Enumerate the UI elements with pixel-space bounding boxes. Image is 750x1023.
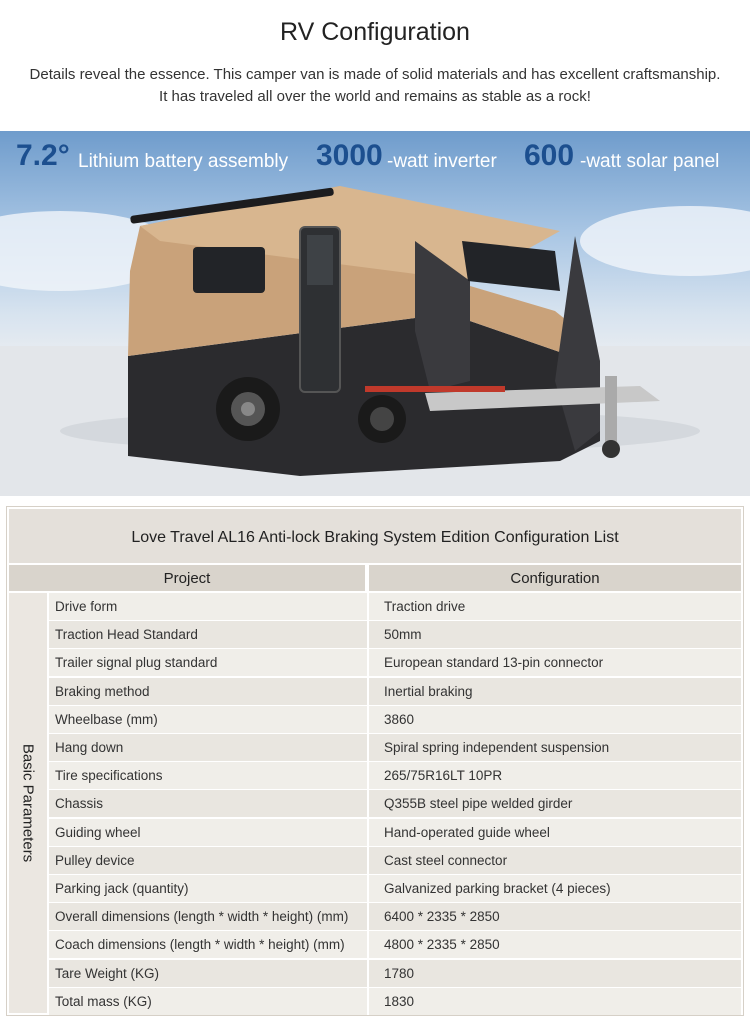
table-row	[49, 706, 741, 733]
project-cell: Hang down	[49, 734, 367, 761]
hero-banner	[0, 131, 750, 496]
configuration-cell: European standard 13-pin connector	[369, 649, 741, 676]
project-cell: Guiding wheel	[49, 819, 367, 846]
column-header-project: Project	[9, 565, 365, 591]
feature-battery-value: 7.2°	[16, 139, 70, 172]
description-line-1: Details reveal the essence. This camper van is made of solid materials and has excellent craftsmanship.	[29, 66, 721, 83]
table-row	[49, 621, 741, 648]
group-cell	[9, 593, 47, 1013]
configuration-cell: Inertial braking	[369, 678, 741, 705]
feature-highlights	[0, 139, 750, 183]
feature-solar-label: -watt solar panel	[580, 151, 720, 172]
configuration-cell: Traction drive	[369, 593, 741, 620]
project-cell: Overall dimensions (length * width * height) (mm)	[49, 903, 367, 930]
project-cell: Coach dimensions (length * width * height) (mm)	[49, 931, 367, 958]
page-title: RV Configuration	[280, 18, 470, 46]
feature-inverter-value: 3000	[316, 139, 383, 172]
page-description	[0, 64, 750, 108]
configuration-cell: 1830	[369, 988, 741, 1015]
project-cell: Tire specifications	[49, 762, 367, 789]
project-cell: Trailer signal plug standard	[49, 649, 367, 676]
table-title: Love Travel AL16 Anti-lock Braking System Edition Configuration List	[9, 509, 741, 563]
table-row	[49, 960, 741, 987]
project-cell: Chassis	[49, 790, 367, 817]
table-row	[49, 819, 741, 846]
configuration-cell: Spiral spring independent suspension	[369, 734, 741, 761]
table-row	[49, 903, 741, 930]
configuration-cell: 50mm	[369, 621, 741, 648]
project-cell: Wheelbase (mm)	[49, 706, 367, 733]
table-row	[49, 847, 741, 874]
table-row	[49, 875, 741, 902]
configuration-cell: 265/75R16LT 10PR	[369, 762, 741, 789]
page-header	[0, 0, 750, 130]
configuration-cell: 1780	[369, 960, 741, 987]
project-cell: Traction Head Standard	[49, 621, 367, 648]
project-cell: Total mass (KG)	[49, 988, 367, 1015]
trailer-illustration	[0, 131, 750, 496]
configuration-cell: 4800 * 2335 * 2850	[369, 931, 741, 958]
column-header-configuration: Configuration	[369, 565, 741, 591]
configuration-table	[6, 506, 744, 1016]
table-row	[49, 678, 741, 705]
feature-inverter-label: -watt inverter	[387, 151, 497, 172]
table-row	[49, 762, 741, 789]
feature-battery-label: Lithium battery assembly	[78, 151, 289, 172]
group-label: Basic Parameters	[19, 743, 37, 863]
project-cell: Braking method	[49, 678, 367, 705]
project-cell: Parking jack (quantity)	[49, 875, 367, 902]
configuration-cell: Galvanized parking bracket (4 pieces)	[369, 875, 741, 902]
configuration-cell: 3860	[369, 706, 741, 733]
project-cell: Pulley device	[49, 847, 367, 874]
table-row	[49, 593, 741, 620]
project-cell: Tare Weight (KG)	[49, 960, 367, 987]
configuration-cell: Hand-operated guide wheel	[369, 819, 741, 846]
feature-solar-value: 600	[524, 139, 575, 172]
description-line-2: It has traveled all over the world and remains as stable as a rock!	[159, 88, 591, 105]
table-row	[49, 790, 741, 817]
table-row	[49, 649, 741, 676]
project-cell: Drive form	[49, 593, 367, 620]
table-row	[49, 931, 741, 958]
table-row	[49, 734, 741, 761]
configuration-cell: Q355B steel pipe welded girder	[369, 790, 741, 817]
configuration-cell: 6400 * 2335 * 2850	[369, 903, 741, 930]
table-row	[49, 988, 741, 1015]
configuration-cell: Cast steel connector	[369, 847, 741, 874]
